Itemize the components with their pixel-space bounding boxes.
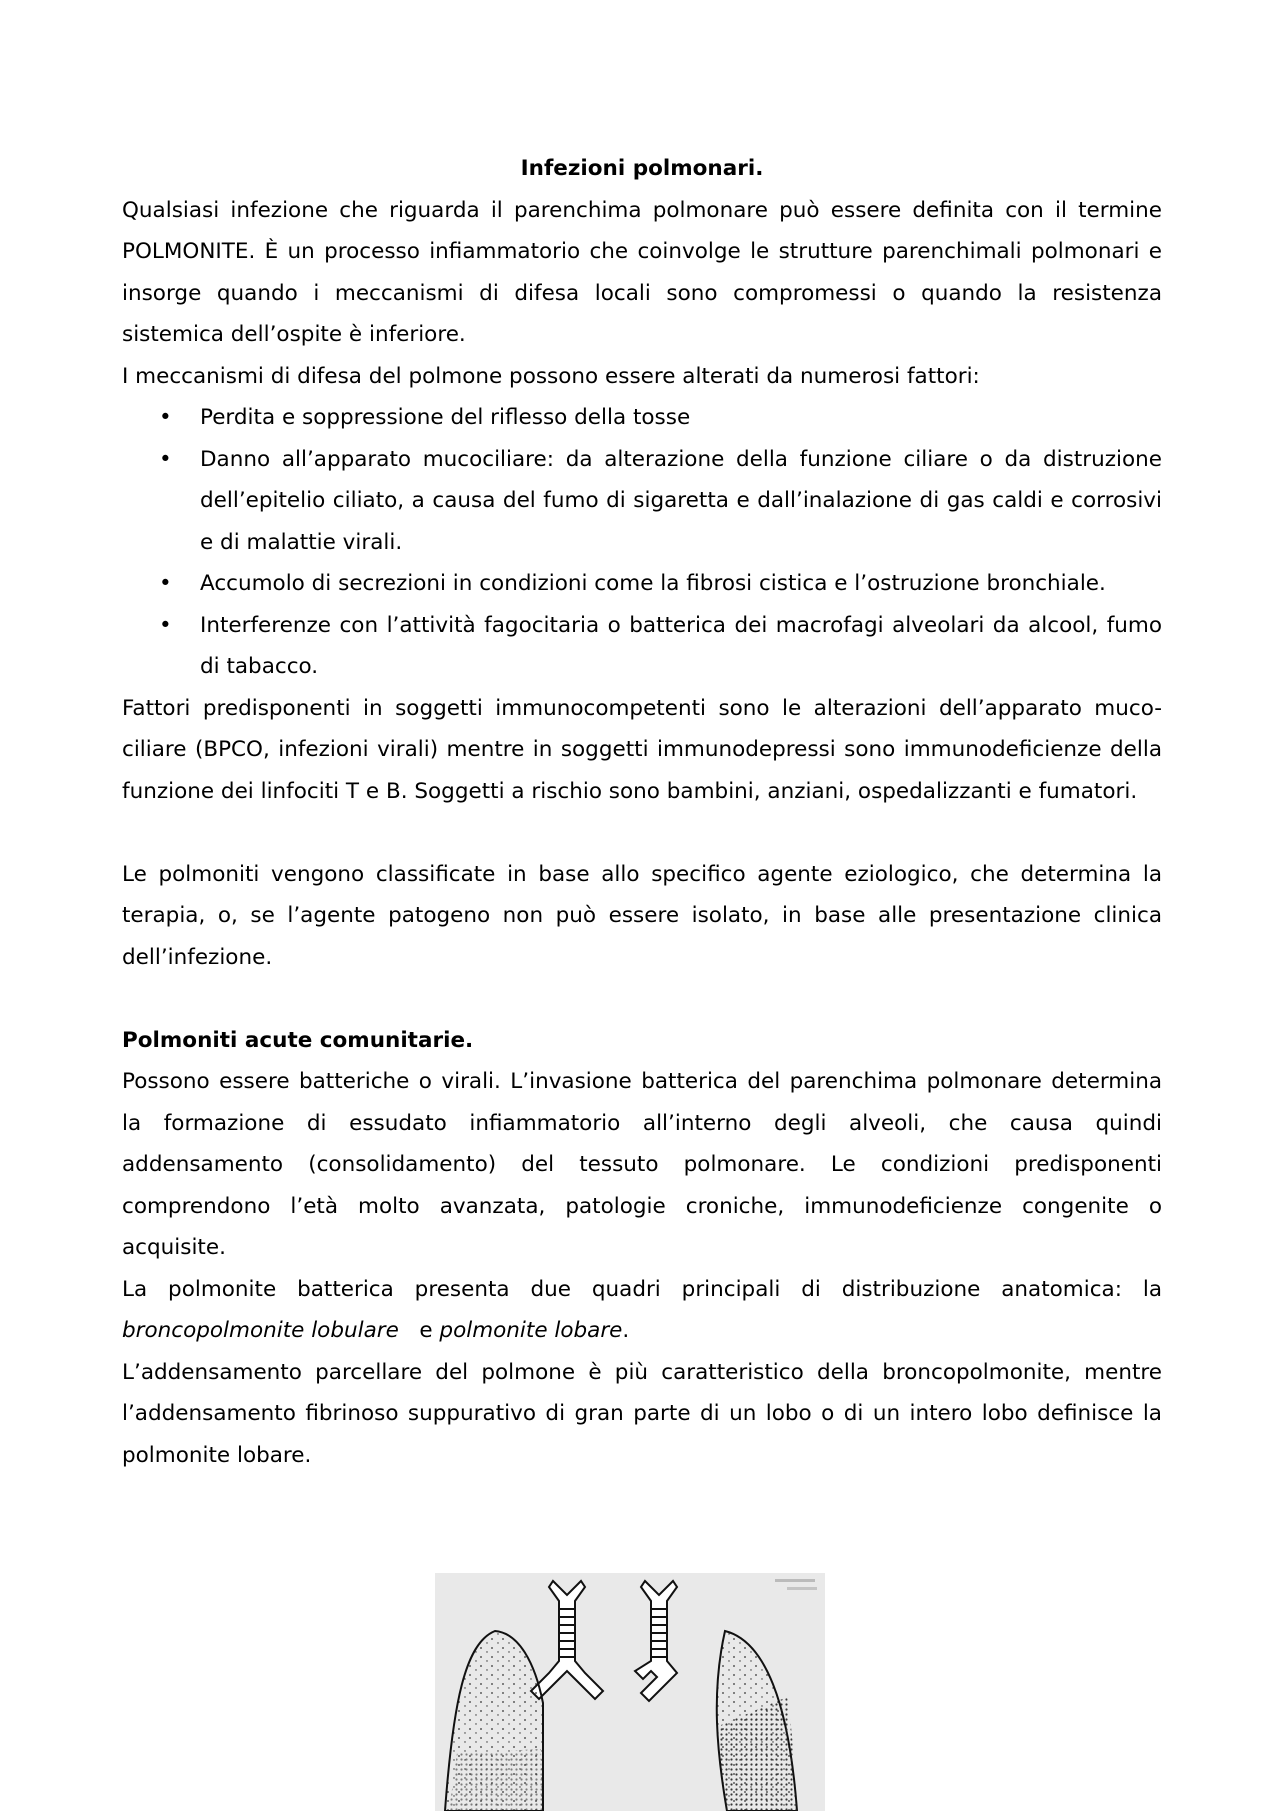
bullet-icon: •: [159, 405, 172, 430]
list-item: [122, 563, 1162, 605]
intro-paragraph: Qualsiasi infezione che riguarda il parenchima polmonare può essere definita con il termine POLMONITE. È un processo infiammatorio che coinvolge le strutture parenchimali polmonari e insorge quando i meccanismi di difesa locali sono compromessi o quando la resistenza sistemica dell’ospite è inferiore.: [122, 197, 1162, 347]
list-item: [122, 397, 1162, 439]
section-paragraph-3: L’addensamento parcellare del polmone è più caratteristico della broncopolmonite, mentre l’addensamento fibrinoso suppurativo di gran parte di un lobo o di un intero lobo definisce la polmonite lobare.: [122, 1359, 1162, 1468]
section-paragraph-2: La polmonite batterica presenta due quadri principali di distribuzione anatomica: la broncopolmonite lobulare e polmonite lobare.: [122, 1276, 1162, 1343]
term-broncopolmonite: broncopolmonite lobulare: [122, 1318, 399, 1343]
section-paragraph-1: Possono essere batteriche o virali. L’invasione batterica del parenchima polmonare determina la formazione di essudato infiammatorio all’interno degli alveoli, che causa quindi addensamento (consolidamento) del tessuto polmonare. Le condizioni predisponenti comprendono l’età molto avanzata, patologie croniche, immunodeficienze congenite o acquisite.: [122, 1069, 1162, 1260]
lungs-illustration: [435, 1573, 825, 1811]
list-item: [122, 439, 1162, 564]
defense-factors-list: [122, 397, 1162, 688]
list-item-text: Danno all’apparato mucociliare: da alterazione della funzione ciliare o da distruzione dell’epitelio ciliato, a causa del fumo di sigaretta e dall’inalazione di gas caldi e corrosivi e di malattie virali.: [200, 446, 1162, 555]
bullet-icon: •: [159, 446, 172, 472]
lung-left-consolidation: [449, 1749, 543, 1811]
term-polmonite-lobare: polmonite lobare: [439, 1318, 623, 1343]
classification-paragraph: Le polmoniti vengono classificate in base allo specifico agente eziologico, che determina la terapia, o, se l’agente patogeno non può essere isolato, in base alle presentazione clinica dell’infezione.: [122, 861, 1162, 970]
trachea-left: [531, 1581, 603, 1699]
trachea-right: [635, 1581, 677, 1701]
bullet-icon: •: [159, 612, 172, 638]
bullet-icon: •: [159, 571, 172, 596]
defense-intro: I meccanismi di difesa del polmone possono essere alterati da numerosi fattori:: [122, 363, 980, 389]
list-item-text: Perdita e soppressione del riflesso della tosse: [200, 405, 691, 430]
section-title: Polmoniti acute comunitarie.: [122, 1027, 474, 1053]
list-item-text: Interferenze con l’attività fagocitaria o batterica dei macrofagi alveolari da alcool, fumo di tabacco.: [200, 612, 1162, 679]
document-page: [122, 148, 1162, 1476]
list-item-text: Accumolo di secrezioni in condizioni come la fibrosi cistica e l’ostruzione bronchiale.: [200, 571, 1106, 596]
predisposing-factors-paragraph: Fattori predisponenti in soggetti immunocompetenti sono le alterazioni dell’apparato muco-ciliare (BPCO, infezioni virali) mentre in soggetti immunodepressi sono immunodeficienze della funzione dei linfociti T e B. Soggetti a rischio sono bambini, anziani, ospedalizzanti e fumatori.: [122, 695, 1162, 804]
list-item: [122, 605, 1162, 688]
document-title: Infezioni polmonari.: [520, 156, 764, 181]
